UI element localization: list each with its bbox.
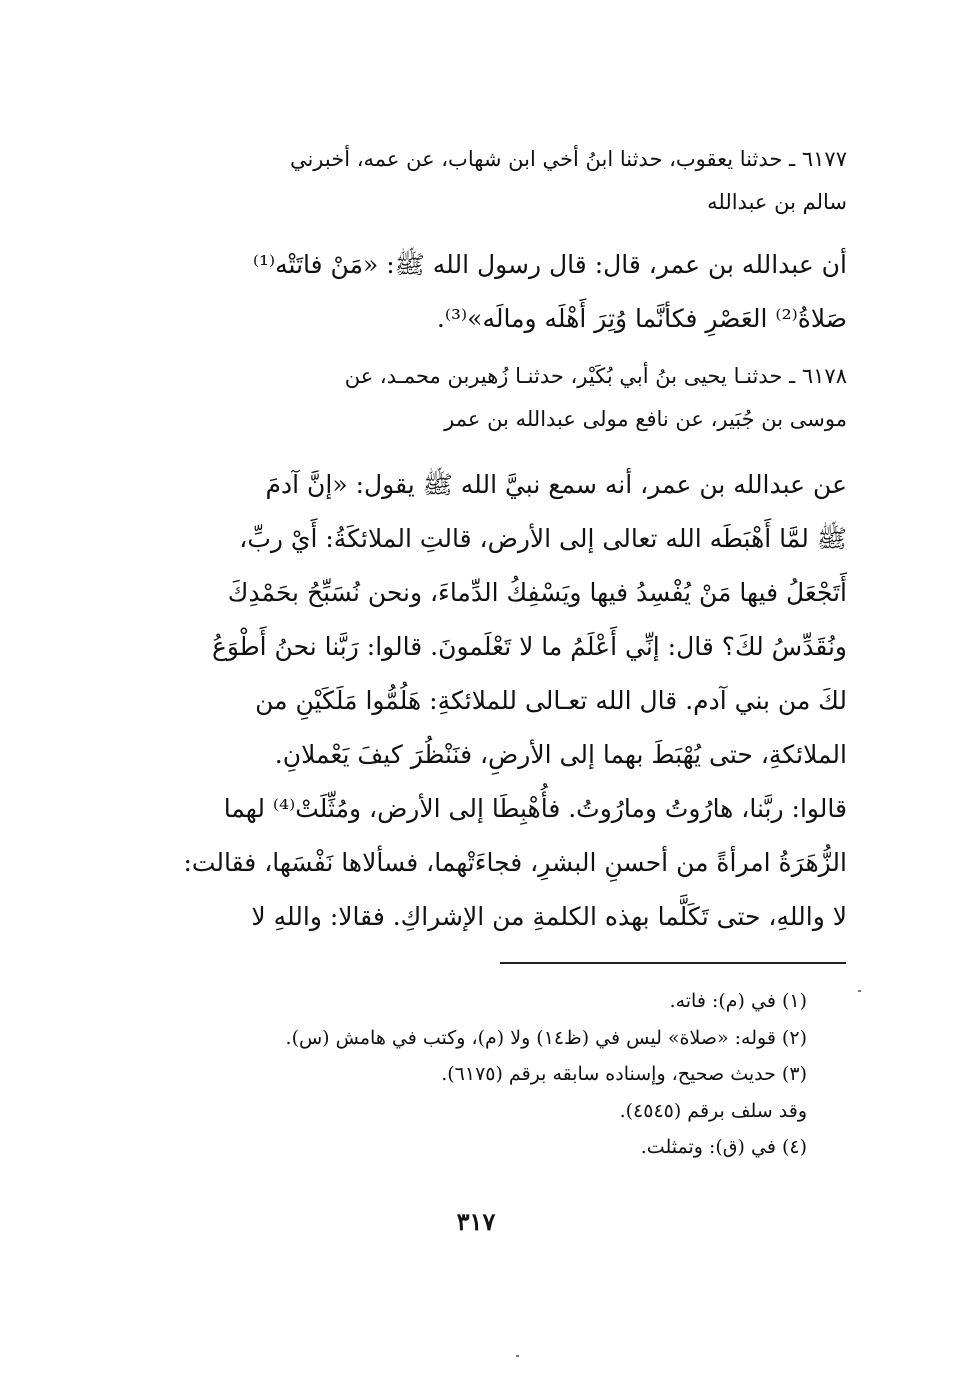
footnote-separator [500,962,846,964]
text-line: قالوا: ربَّنا، هارُوتُ ومارُوتُ. فأُهْبِطَا إلى الأرض، ومُثِّلَتْ⁽⁴⁾ لهما [223,794,847,823]
text-line: عن عبدالله بن عمر، أنه سمع نبيَّ الله ﷺ يقول: «إنَّ آدمَ [265,470,847,499]
footnote-3: (٣) حديث صحيح، وإسناده سابقه برقم (٦١٧٥). [441,1063,807,1085]
hadith-6177-text [147,238,847,346]
text-line: أن عبدالله بن عمر، قال: قال رسول الله ﷺ: «مَنْ فاتَتْه⁽¹⁾ [252,250,847,279]
hadith-6177-chain [147,138,847,224]
text-line: الزُّهَرَةُ امرأةً من أحسنِ البشرِ، فجاءَتْهما، فسألاها نَفْسَها، فقالت: [183,848,847,877]
footnote-3-continued: وقد سلف برقم (٤٥٤٥). [619,1099,807,1122]
footnote-2: (٢) قوله: «صلاة» ليس في (ظ١٤) ولا (م)، وكتب في هامش (س). [285,1026,807,1049]
hadith-6178-chain [147,355,847,441]
chain-line: موسى بن جُبَير، عن نافع مولى عبدالله بن عمر [444,407,847,431]
hadith-6178-text [147,458,847,944]
text-line: صَلاةُ⁽²⁾ العَصْرِ فكأنَّما وُتِرَ أَهْلَه ومالَه»⁽³⁾. [436,304,847,333]
scan-speck [516,1355,519,1357]
chain-line: ٦١٧٧ ـ حدثنا يعقوب، حدثنا ابنُ أخي ابن شهاب، عن عمه، أخبرني [289,147,847,171]
footnote-1: (١) في (م): فاته. [669,990,807,1012]
chain-line: ٦١٧٨ ـ حدثنـا يحيى بنُ أبي بُكَيْر، حدثنـا زُهيربن محمـد، عن [344,364,847,388]
chain-line: سالم بن عبدالله [707,190,847,214]
text-line: ونُقَدِّسُ لكَ؟ قال: إنِّي أَعْلَمُ ما لا تَعْلَمونَ. قالوا: رَبَّنا نحنُ أَطْوَعُ [211,632,847,661]
text-line: أَتَجْعَلُ فيها مَنْ يُفْسِدُ فيها ويَسْفِكُ الدِّماءَ، ونحن نُسَبِّحُ بحَمْدِكَ [227,578,847,607]
text-line: لكَ من بني آدم. قال الله تعـالى للملائكةِ: هَلُمُّوا مَلَكَيْنِ من [255,686,847,715]
footnote-4: (٤) في (ق): وتمثلت. [640,1136,807,1158]
text-line: ﷺ لمَّا أَهْبَطَه الله تعالى إلى الأرض، قالتِ الملائكَةُ: أَيْ ربِّ، [239,524,847,553]
text-line: لا واللهِ، حتى تَكَلَّما بهذه الكلمةِ من الإشراكِ. فقالا: واللهِ لا [251,902,847,931]
footnotes [167,983,807,1166]
scan-speck [858,990,861,992]
page-number: ٣١٧ [456,1207,496,1236]
text-line: الملائكةِ، حتى يُهْبَطَ بهما إلى الأرضِ، فنَنْظُرَ كيفَ يَعْملانِ. [274,740,847,769]
